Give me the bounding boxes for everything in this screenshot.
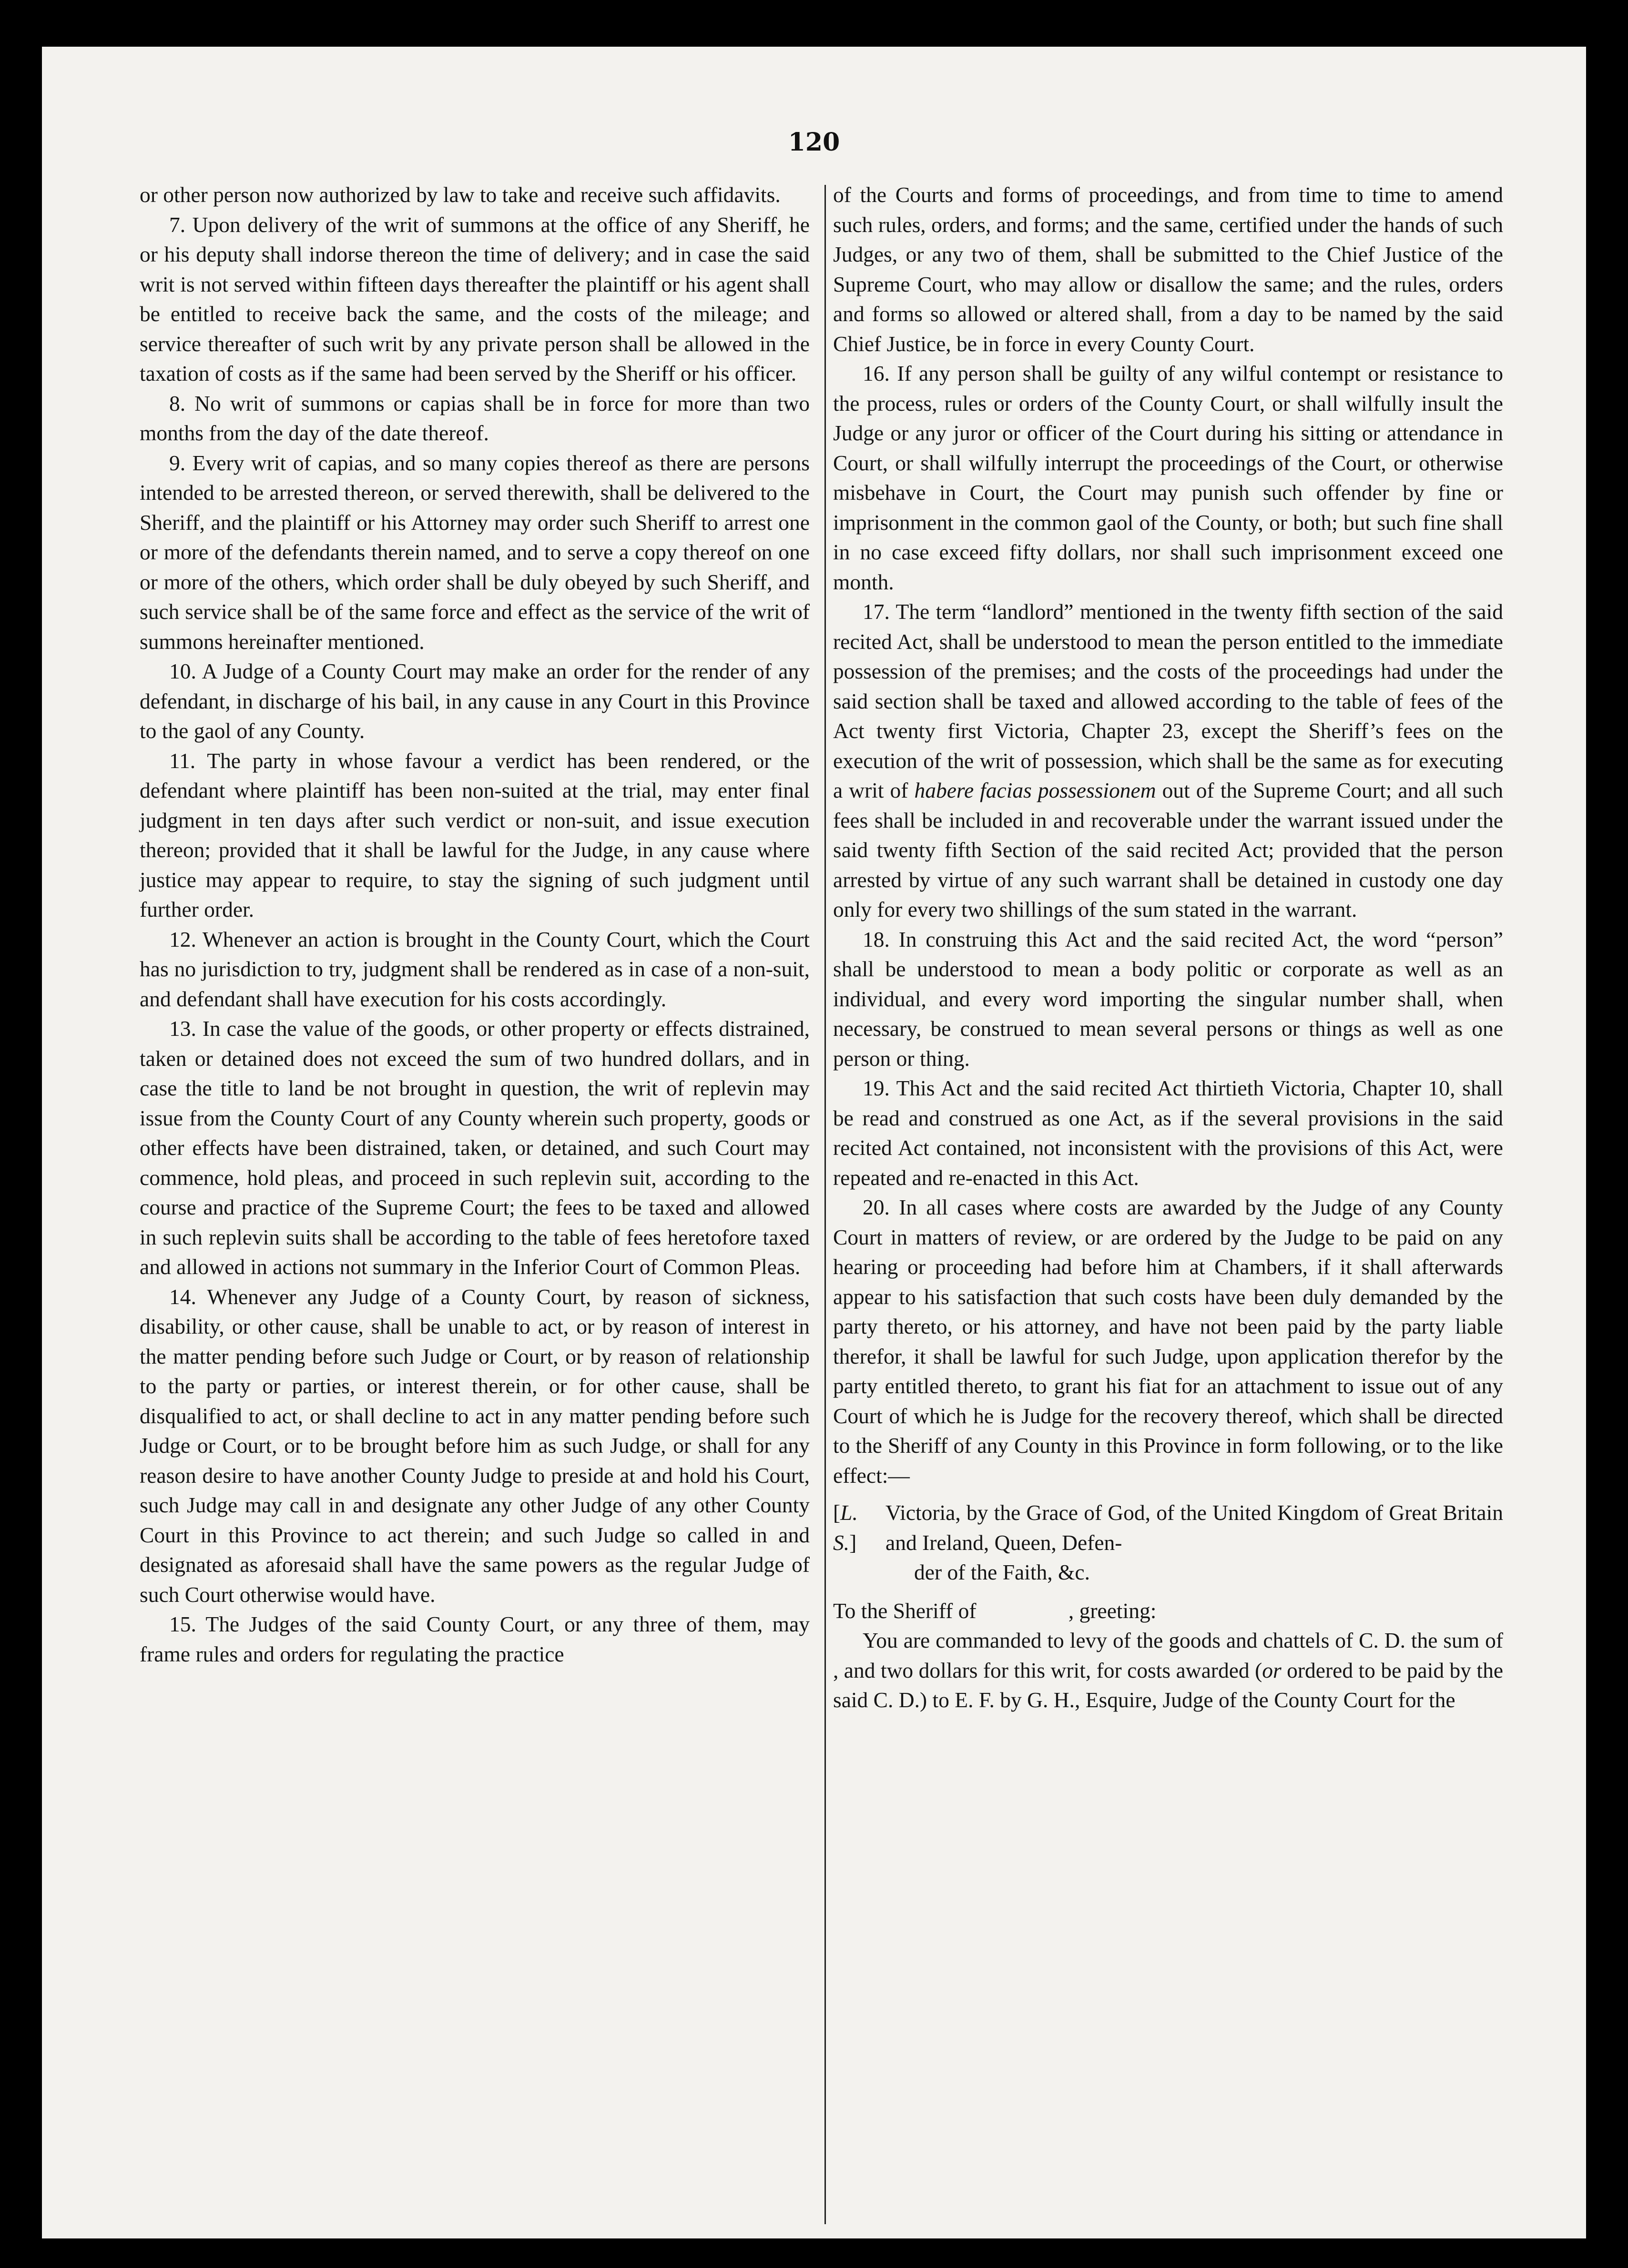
paragraph-12: 12. Whenever an action is brought in the County Court, which the Court has no jurisdiction to try, judgment shall be rendered as in case of a non-suit, and defendant shall have execution for his costs accordingly. [140,927,810,1011]
paragraph-8: 8. No writ of summons or capias shall be in force for more than two months from the day of the date thereof. [140,391,810,445]
page-number: 120 [788,128,840,157]
seal-block [833,1498,1503,1588]
paragraph-13: 13. In case the value of the goods, or other property or effects distrained, taken or detained does not exceed the sum of two hundred dollars, and in case the title to land be not brought in question, the writ of replevin may issue from the County Court of any County wherein such property, goods or other effects have been distrained, taken, or detained, and such Court may commence, hold pleas, and proceed in such replevin suit, according to the course and practice of the Supreme Court; the fees to be taxed and allowed in such replevin suits shall be according to the table of fees heretofore taxed and allowed in actions not summary in the Inferior Court of Common Pleas. [140,1016,810,1279]
paragraph-17: 17. The term “landlord” mentioned in the twenty fifth section of the said recited Act, shall be understood to mean the person entitled to the immediate possession of the premises; and the costs of the proceedings had under the said section shall be taxed and allowed according to the table of fees of the Act twenty first Victoria, Chapter 23, except the Sheriff’s fees on the execution of the writ of possession, which shall be the same as for executing a writ of habere facias possessionem out of the Supreme Court; and all such fees shall be included in and recoverable under the warrant issued under the said twenty fifth Section of the said recited Act; provided that the person arrested by virtue of any such warrant shall be detained in custody one day only for every two shillings of the sum stated in the warrant. [833,599,1504,921]
paragraph-10: 10. A Judge of a County Court may make an order for the render of any defendant, in discharge of his bail, in any cause in any Court in this Province to the gaol of any County. [140,659,810,743]
paragraph-18: 18. In construing this Act and the said recited Act, the word “person” shall be understood to mean a body politic or corporate as well as an individual, and every word importing the singular number shall, when necessary, be construed to mean several persons or things as well as one person or thing. [833,927,1503,1071]
paragraph-11: 11. The party in whose favour a verdict has been rendered, or the defendant where plaintiff has been non-suited at the trial, may enter final judgment in ten days after such verdict or non-suit, and issue execution thereon; provided that it shall be lawful for the Judge, in any cause where justice may appear to require, to stay the signing of such judgment until further order. [140,748,810,921]
left-column [140,180,810,1669]
paragraph-15: 15. The Judges of the said County Court, or any three of them, may frame rules and orders for regulating the practice [140,1612,810,1666]
latin-phrase: habere facias possessionem [914,778,1156,802]
paragraph: or other person now authorized by law to take and receive such affidavits. [140,182,781,207]
paragraph-7: 7. Upon delivery of the writ of summons at the office of any Sheriff, he or his deputy shall indorse thereon the time of delivery; and in case the said writ is not served within fifteen days thereafter the plaintiff or his agent shall be entitled to receive back the same, and the costs of the mileage; and service thereafter of such writ by any private person shall be allowed in the taxation of costs as if the same had been served by the Sheriff or his officer. [140,212,810,385]
writ-addressee: To the Sheriff of , greeting: [833,1598,1157,1623]
paragraph-20: 20. In all cases where costs are awarded by the Judge of any County Court in matters of review, or are ordered by the Judge to be paid on any hearing or proceeding had before him at Chambers, if it shall afterwards appear to his satisfaction that such costs have been duly demanded by the party thereto, or his attorney, and have not been paid by the party liable therefor, it shall be lawful for such Judge, upon application therefor by the party entitled thereto, to grant his fiat for an attachment to issue out of any Court of which he is Judge for the recovery thereof, which shall be directed to the Sheriff of any County in this Province in form following, or to the like effect:— [833,1195,1503,1488]
writ-command: You are commanded to levy of the goods and chattels of C. D. the sum of , and two dollars for this writ, for costs awarded (or ordered to be paid by the said C. D.) to E. F. by G. H., Esquire, Judge of the County Court for the [833,1628,1547,1712]
right-column [833,180,1547,1715]
paragraph-14: 14. Whenever any Judge of a County Court, by reason of sickness, disability, or other cause, shall be unable to act, or by reason of interest in the matter pending before such Judge or Court, or by reason of relationship to the party or parties, or interest therein, or for other cause, shall be disqualified to act, or shall decline to act in any matter pending before such Judge or Court, or to be brought before him as such Judge, or shall for any reason desire to have another County Judge to preside at and hold his Court, such Judge may call in and designate any other Judge of any other County Court in this Province to act therein; and such Judge so called in and designated as aforesaid shall have the same powers as the regular Judge of such Court otherwise would have. [140,1284,810,1607]
column-divider [824,185,826,2224]
paragraph-9: 9. Every writ of capias, and so many copies thereof as there are persons intended to be arrested thereon, or served therewith, shall be delivered to the Sheriff, and the plaintiff or his Attorney may order such Sheriff to arrest one or more of the defendants therein named, and to serve a copy thereof on one or more of the others, which order shall be duly obeyed by such Sheriff, and such service shall be of the same force and effect as the service of the writ of summons hereinafter mentioned. [140,450,810,654]
paragraph-15-continued: of the Courts and forms of proceedings, and from time to time to amend such rules, orders, and forms; and the same, certified under the hands of such Judges, or any two of them, shall be submitted to the Chief Justice of the Supreme Court, who may allow or disallow the same; and the rules, orders and forms so allowed or altered shall, from a day to be named by the said Chief Justice, be in force in every County Court. [833,182,1503,356]
paragraph-19: 19. This Act and the said recited Act thirtieth Victoria, Chapter 10, shall be read and construed as one Act, as if the several provisions in the said recited Act contained, not inconsistent with the provisions of this Act, were repeated and re-enacted in this Act. [833,1076,1503,1190]
seal-text: Victoria, by the Grace of God, of the United Kingdom of Great Britain and Ireland, Queen, Defen- der of the Faith, &c. [885,1500,1503,1584]
document-page [42,47,1586,2238]
seal-mark: [L. S.] [833,1500,858,1555]
paragraph-16: 16. If any person shall be guilty of any wilful contempt or resistance to the process, rules or orders of the County Court, or shall wilfully insult the Judge or any juror or officer of the Court during his sitting or attendance in Court, or shall wilfully interrupt the proceedings of the Court, or otherwise misbehave in Court, the Court may punish such offender by fine or imprisonment in the common gaol of the County, or both; but such fine shall in no case exceed fifty dollars, nor shall such imprisonment exceed one month. [833,361,1503,594]
